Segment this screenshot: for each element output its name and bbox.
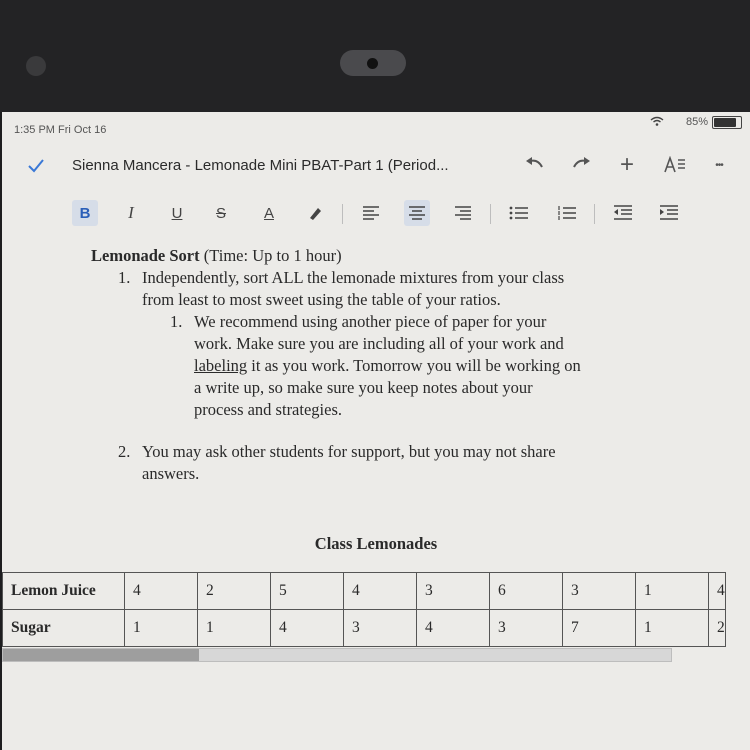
paragraph-line: Independently, sort ALL the lemonade mixtures from your class [142,268,565,287]
redo-icon[interactable] [568,152,594,178]
table-title: Class Lemonades [314,534,438,553]
add-icon[interactable]: + [619,151,634,178]
table-cell[interactable]: 1 [636,610,709,647]
align-left-icon[interactable] [358,200,384,226]
table-horizontal-scrollbar[interactable] [2,648,672,662]
section-heading [91,246,342,266]
table-cell[interactable]: 4 [344,573,417,610]
app-bar [2,140,750,192]
row-header[interactable]: Lemon Juice [3,573,125,610]
table-cell[interactable]: 7 [563,610,636,647]
undo-icon[interactable] [522,152,548,178]
highlight-icon[interactable] [302,200,328,226]
text-color-button[interactable]: A [263,204,274,222]
bulleted-list-icon[interactable] [506,200,532,226]
paragraph-line: from least to most sweet using the table of your ratios. [142,290,501,309]
line-text: it as you work. Tomorrow you will be working on [247,356,581,375]
table-cell[interactable]: 3 [563,573,636,610]
paragraph-line [194,356,581,376]
table-cell[interactable]: 1 [125,610,198,647]
sensor-dot [26,56,46,76]
table-row [3,610,726,647]
row-header[interactable]: Sugar [3,610,125,647]
underlined-word: labeling [194,356,248,375]
table-row [3,573,726,610]
paragraph-line: process and strategies. [194,400,342,419]
toolbar-divider [342,204,343,224]
format-toolbar [2,192,750,236]
decrease-indent-icon[interactable] [610,200,636,226]
table-cell[interactable]: 4 [417,610,490,647]
document-title[interactable]: Sienna Mancera - Lemonade Mini PBAT-Part 1 (Period... [72,157,449,174]
heading-time-text: (Time: Up to 1 hour) [199,246,342,265]
table-cell[interactable]: 2 [709,610,726,647]
scrollbar-thumb[interactable] [3,649,199,661]
underline-button[interactable]: U [171,204,183,222]
device-bezel [0,0,750,112]
more-icon[interactable]: ••• [715,159,723,171]
list-number: 2. [118,442,131,461]
paragraph-line: We recommend using another piece of paper for your [194,312,547,331]
paragraph-line: You may ask other students for support, but you may not share [142,442,556,461]
document-body[interactable] [2,236,750,750]
battery-icon [712,116,742,129]
table-cell[interactable]: 3 [490,610,563,647]
table-cell[interactable]: 2 [198,573,271,610]
bold-button[interactable]: B [72,200,98,226]
paragraph-line: work. Make sure you are including all of your work and [194,334,564,353]
text-format-icon[interactable] [662,152,688,178]
table-cell[interactable]: 3 [417,573,490,610]
table-cell[interactable]: 4 [271,610,344,647]
wifi-icon [650,116,664,126]
toolbar-divider [594,204,595,224]
table-cell[interactable]: 3 [344,610,417,647]
status-time: 1:35 PM Fri Oct 16 [14,124,107,136]
tablet-screen [2,112,750,750]
done-check-icon[interactable] [26,156,46,176]
table-cell[interactable]: 6 [490,573,563,610]
table-cell[interactable]: 4 [125,573,198,610]
paragraph-line: answers. [142,464,200,483]
align-right-icon[interactable] [450,200,476,226]
status-bar [2,112,750,140]
table-cell[interactable]: 4 [709,573,726,610]
toolbar-divider [490,204,491,224]
numbered-list-icon[interactable] [554,200,580,226]
lemonade-table[interactable] [2,572,726,647]
italic-button[interactable]: I [128,203,134,222]
strikethrough-button[interactable]: S [215,204,226,222]
table-cell[interactable]: 5 [271,573,344,610]
list-number: 1. [118,268,131,287]
align-center-icon[interactable] [404,200,430,226]
increase-indent-icon[interactable] [656,200,682,226]
camera-lens [367,58,378,69]
paragraph-line: a write up, so make sure you keep notes about your [194,378,533,397]
table-cell[interactable]: 1 [198,610,271,647]
battery-percent: 85% [685,116,708,128]
heading-bold-text: Lemonade Sort [91,246,200,265]
list-number: 1. [170,312,183,331]
table-cell[interactable]: 1 [636,573,709,610]
